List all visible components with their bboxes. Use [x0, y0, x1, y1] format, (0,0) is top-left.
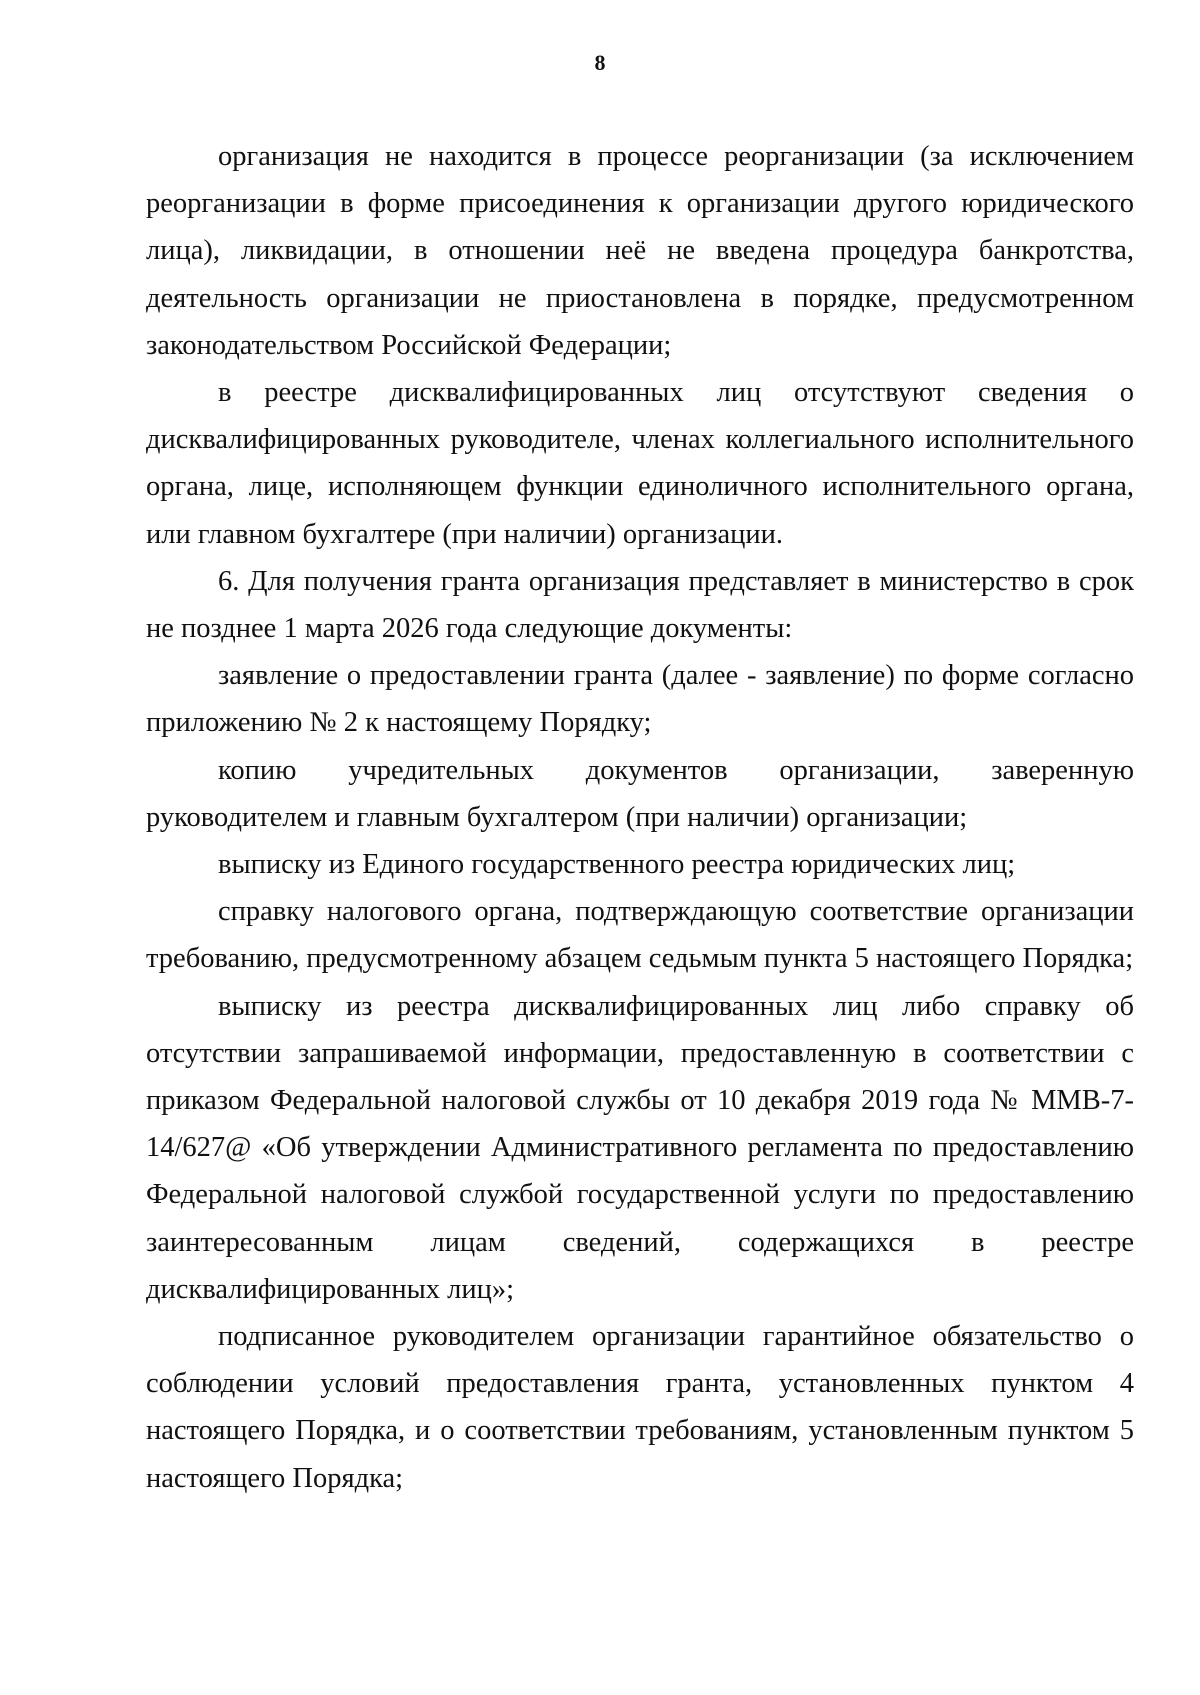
- paragraph-founding-documents: копию учредительных документов организации, заверенную руководителем и главным бухгалтером (при наличии) организации;: [146, 754, 1134, 833]
- paragraph-egrul-extract: выписку из Единого государственного реестра юридических лиц;: [218, 849, 1016, 881]
- paragraph-disqualified-registry: в реестре дисквалифицированных лиц отсутствуют сведения о дисквалифицированных руководителе, членах коллегиального исполнительного органа, лице, исполняющем функции единоличного исполнительного органа, или главном бухгалтере (при наличии) организации.: [146, 377, 1134, 550]
- page-number: 8: [594, 50, 606, 75]
- paragraph-guarantee-obligation: подписанное руководителем организации гарантийное обязательство о соблюдении условий предоставления гранта, установленных пунктом 4 настоящего Порядка, и о соответствии требованиям, установленным пунктом 5 настоящего Порядка;: [146, 1321, 1134, 1494]
- paragraph-tax-certificate: справку налогового органа, подтверждающую соответствие организации требованию, предусмотренному абзацем седьмым пункта 5 настоящего Порядка;: [146, 896, 1134, 975]
- paragraph-application: заявление о предоставлении гранта (далее - заявление) по форме согласно приложению № 2 к настоящему Порядку;: [146, 660, 1134, 739]
- paragraph-reorganization: организация не находится в процессе реорганизации (за исключением реорганизации в форме присоединения к организации другого юридического лица), ликвидации, в отношении неё не введена процедура банкротства, деятельность организации не приостановлена в порядке, предусмотренном законодательством Российской Федерации;: [146, 141, 1134, 361]
- document-body: [146, 133, 1134, 1502]
- paragraph-registry-extract: выписку из реестра дисквалифицированных лиц либо справку об отсутствии запрашиваемой информации, предоставленную в соответствии с приказом Федеральной налоговой службы от 10 декабря 2019 года № ММВ-7-14/627@ «Об утверждении Административного регламента по предоставлению Федеральной налоговой службой государственной услуги по предоставлению заинтересованным лицам сведений, содержащихся в реестре дисквалифицированных лиц»;: [146, 990, 1134, 1305]
- paragraph-item-6: 6. Для получения гранта организация представляет в министерство в срок не позднее 1 марта 2026 года следующие документы:: [146, 565, 1134, 645]
